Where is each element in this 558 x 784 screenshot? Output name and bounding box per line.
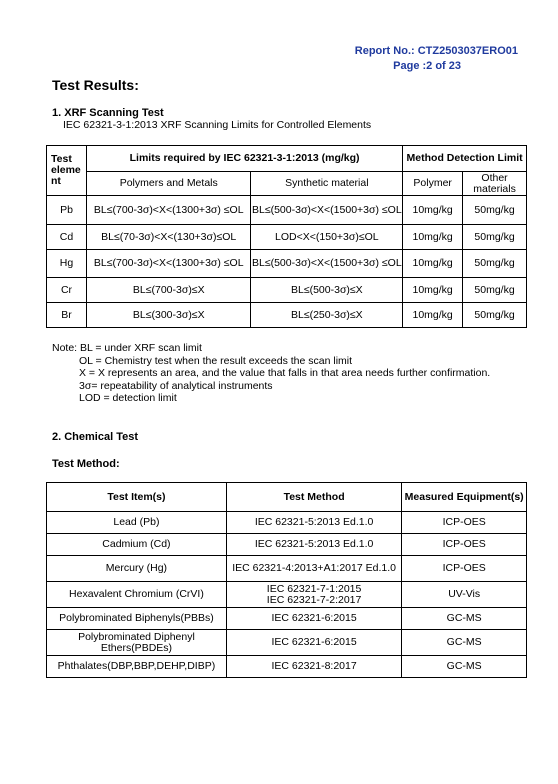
header-test-method: Test Method: [226, 483, 401, 512]
measured-equipment: ICP-OES: [402, 512, 527, 534]
other-mdl: 50mg/kg: [463, 278, 527, 303]
header-test-element: Test eleme nt: [47, 146, 87, 196]
header-polymer: Polymer: [403, 172, 463, 196]
test-method: [226, 582, 401, 608]
polymer-mdl: 10mg/kg: [403, 303, 463, 328]
table-row: [47, 582, 527, 608]
report-number: Report No.: CTZ2503037ERO01: [354, 45, 518, 57]
test-method: IEC 62321-4:2013+A1:2017 Ed.1.0: [226, 556, 401, 582]
measured-equipment: UV-Vis: [402, 582, 527, 608]
polymer-mdl: 10mg/kg: [403, 196, 463, 225]
table-row: [47, 608, 527, 630]
header-polymers-metals: Polymers and Metals: [86, 172, 251, 196]
chemical-method-table: [46, 482, 527, 678]
header-measured-equipment: Measured Equipment(s): [402, 483, 527, 512]
note-ol: OL = Chemistry test when the result exceeds the scan limit: [79, 354, 353, 367]
other-mdl: 50mg/kg: [463, 196, 527, 225]
synthetic-limit: BL≤(500-3σ)<X<(1500+3σ) ≤OL: [251, 196, 403, 225]
test-method-line-1: IEC 62321-7-1:2015: [266, 582, 362, 595]
polymer-mdl: 10mg/kg: [403, 250, 463, 278]
element-cell: Cd: [47, 225, 87, 250]
table-row: [47, 225, 527, 250]
note-3sigma: 3σ= repeatability of analytical instruments: [79, 379, 273, 392]
polymers-metals-limit: BL≤(70-3σ)<X<(130+3σ)≤OL: [86, 225, 251, 250]
table-row: [47, 534, 527, 556]
element-cell: Br: [47, 303, 87, 328]
other-mdl: 50mg/kg: [463, 250, 527, 278]
test-method-title: Test Method:: [52, 458, 120, 470]
element-cell: Cr: [47, 278, 87, 303]
note-lod: LOD = detection limit: [79, 392, 177, 404]
header-other-materials: Other materials: [463, 172, 527, 196]
header-limits: Limits required by IEC 62321-3-1:2013 (mg/kg): [86, 146, 402, 172]
test-item: Hexavalent Chromium (CrVI): [47, 582, 227, 608]
note-x: X = X represents an area, and the value that falls in that area needs further confirmation.: [79, 367, 491, 379]
xrf-section-title: 1. XRF Scanning Test: [52, 107, 164, 119]
header-synthetic-material: Synthetic material: [251, 172, 403, 196]
xrf-section-subtitle: IEC 62321-3-1:2013 XRF Scanning Limits for Controlled Elements: [63, 119, 372, 131]
test-item: Mercury (Hg): [47, 556, 227, 582]
synthetic-limit: BL≤(250-3σ)≤X: [251, 303, 403, 328]
test-method: IEC 62321-5:2013 Ed.1.0: [226, 534, 401, 556]
test-method: IEC 62321-8:2017: [226, 656, 401, 678]
table-row: [47, 630, 527, 656]
polymer-mdl: 10mg/kg: [403, 278, 463, 303]
page-number: Page :2 of 23: [393, 60, 461, 72]
element-cell: Hg: [47, 250, 87, 278]
table-row: [47, 250, 527, 278]
measured-equipment: GC-MS: [402, 656, 527, 678]
table-row: [47, 196, 527, 225]
polymer-mdl: 10mg/kg: [403, 225, 463, 250]
measured-equipment: ICP-OES: [402, 534, 527, 556]
note-bl: Note: BL = under XRF scan limit: [52, 342, 202, 354]
test-method: IEC 62321-6:2015: [226, 630, 401, 656]
measured-equipment: GC-MS: [402, 608, 527, 630]
test-item: Phthalates(DBP,BBP,DEHP,DIBP): [47, 656, 227, 678]
chemical-test-title: 2. Chemical Test: [52, 431, 138, 443]
test-item: Cadmium (Cd): [47, 534, 227, 556]
synthetic-limit: BL≤(500-3σ)≤X: [251, 278, 403, 303]
test-method-line-2: IEC 62321-7-2:2017: [266, 593, 362, 606]
synthetic-limit: LOD<X<(150+3σ)≤OL: [251, 225, 403, 250]
test-method: IEC 62321-5:2013 Ed.1.0: [226, 512, 401, 534]
polymers-metals-limit: BL≤(700-3σ)<X<(1300+3σ) ≤OL: [86, 250, 251, 278]
test-item: Polybrominated Diphenyl Ethers(PBDEs): [47, 630, 227, 656]
test-results-title: Test Results:: [52, 77, 139, 93]
table-row: [47, 556, 527, 582]
table-row: [47, 656, 527, 678]
table-row: [47, 512, 527, 534]
header-method-detection-limit: Method Detection Limit: [403, 146, 527, 172]
polymers-metals-limit: BL≤(700-3σ)<X<(1300+3σ) ≤OL: [86, 196, 251, 225]
polymers-metals-limit: BL≤(700-3σ)≤X: [86, 278, 251, 303]
synthetic-limit: BL≤(500-3σ)<X<(1500+3σ) ≤OL: [251, 250, 403, 278]
element-cell: Pb: [47, 196, 87, 225]
test-item: Lead (Pb): [47, 512, 227, 534]
notes-block: [52, 342, 490, 405]
polymers-metals-limit: BL≤(300-3σ)≤X: [86, 303, 251, 328]
measured-equipment: GC-MS: [402, 630, 527, 656]
table-row: [47, 303, 527, 328]
table-row: [47, 278, 527, 303]
test-item: Polybrominated Biphenyls(PBBs): [47, 608, 227, 630]
xrf-limits-table: [46, 145, 527, 328]
measured-equipment: ICP-OES: [402, 556, 527, 582]
test-method: IEC 62321-6:2015: [226, 608, 401, 630]
other-mdl: 50mg/kg: [463, 303, 527, 328]
header-test-items: Test Item(s): [47, 483, 227, 512]
other-mdl: 50mg/kg: [463, 225, 527, 250]
